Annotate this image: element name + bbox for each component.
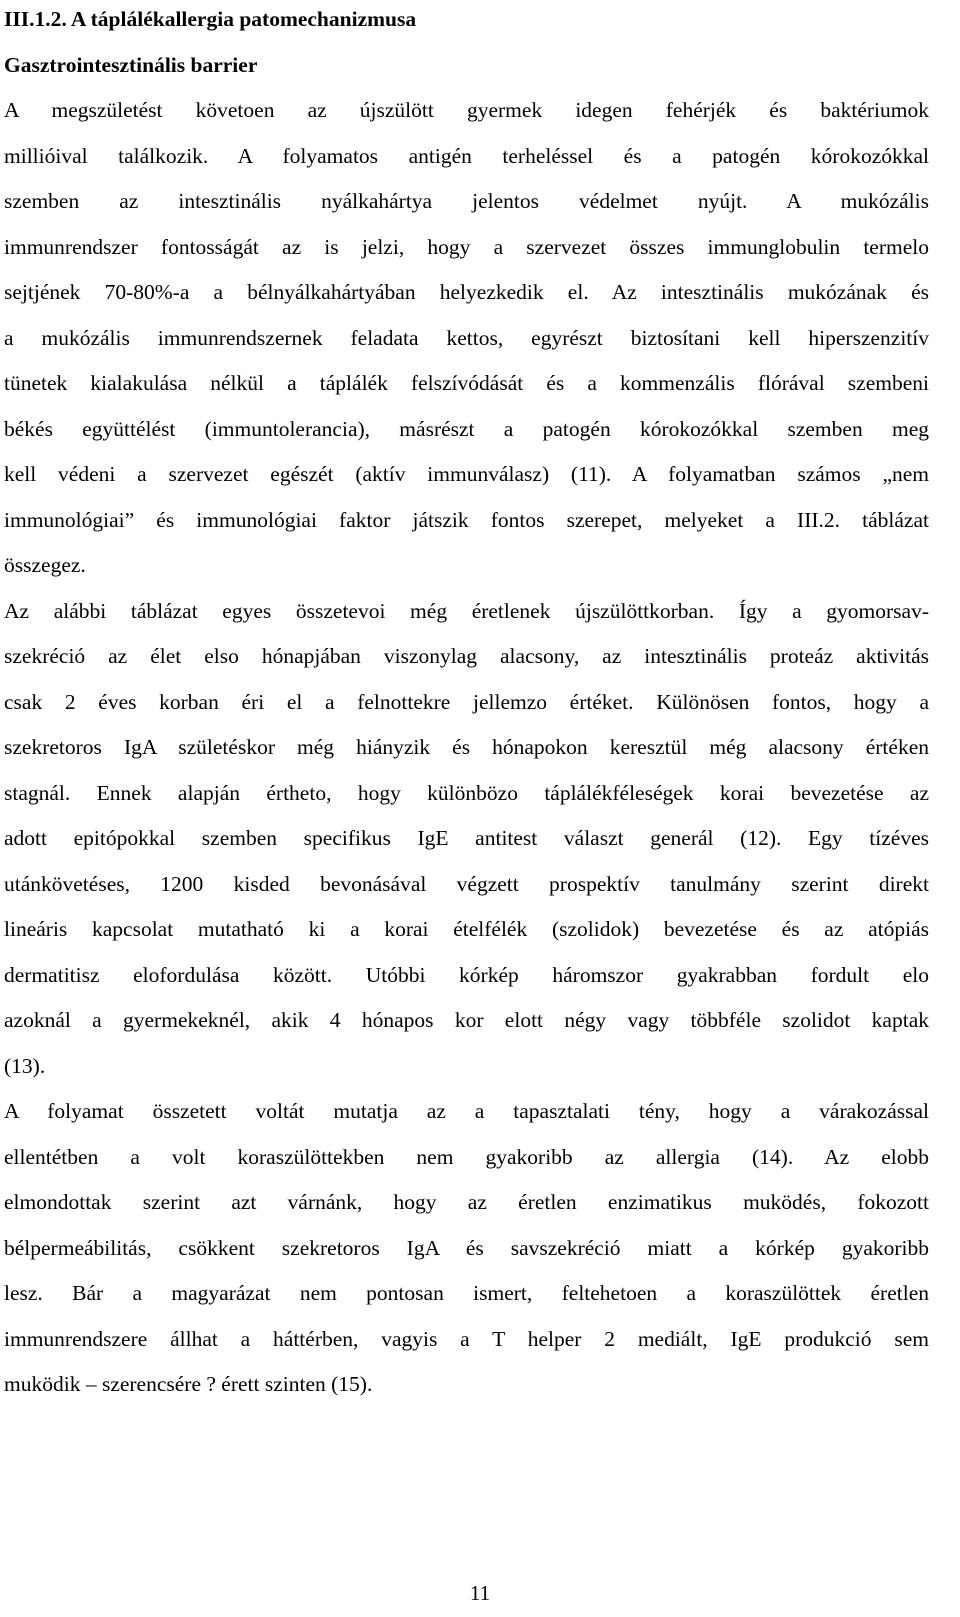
section-subheading: Gasztrointesztinális barrier [4,52,258,77]
text-line: békés együttélést (immuntolerancia), másrészt a patogén kórokozókkal szemben meg [4,416,929,441]
text-line: bélpermeábilitás, csökkent szekretoros IgA és savszekréció miatt a kórkép gyakoribb [4,1235,929,1260]
paragraph [4,88,929,589]
text-line: A folyamat összetett voltát mutatja az a tapasztalati tény, hogy a várakozással [4,1099,929,1123]
text-line: lesz. Bár a magyarázat nem pontosan ismert, feltehetoen a koraszülöttek éretlen [4,1281,929,1305]
text-line: immunológiai” és immunológiai faktor játszik fontos szerepet, melyeket a III.2. táblázat [4,507,929,532]
text-line: sejtjének 70-80%-a a bélnyálkahártyában helyezkedik el. Az intesztinális mukózának és [4,280,929,304]
text-line: immunrendszer fontosságát az is jelzi, hogy a szervezet összes immunglobulin termelo [4,234,929,259]
text-line: Az alábbi táblázat egyes összetevoi még éretlenek újszülöttkorban. Így a gyomorsav- [4,598,929,623]
paragraph [4,1089,929,1408]
text-line: azoknál a gyermekeknél, akik 4 hónapos kor elott négy vagy többféle szolidot kaptak [4,1008,929,1032]
text-line: (13). [4,1053,46,1078]
text-line: lineáris kapcsolat mutatható ki a korai ételfélék (szolidok) bevezetése és az atópiás [4,917,929,941]
text-line: utánkövetéses, 1200 kisded bevonásával végzett prospektív tanulmány szerint direkt [4,871,929,896]
text-line: dermatitisz elofordulása között. Utóbbi kórkép háromszor gyakrabban fordult elo [4,962,929,987]
text-line: csak 2 éves korban éri el a felnottekre jellemzo értéket. Különösen fontos, hogy a [4,689,929,714]
text-line: A megszületést követoen az újszülött gyermek idegen fehérjék és baktériumok [4,98,929,122]
text-line: muködik – szerencsére ? érett szinten (15). [4,1372,373,1396]
text-line: szekretoros IgA születéskor még hiányzik és hónapokon keresztül még alacsony értéken [4,735,929,759]
text-line: ellentétben a volt koraszülöttekben nem gyakoribb az allergia (14). Az elobb [4,1144,929,1169]
section-heading: III.1.2. A táplálékallergia patomechanizmusa [4,7,417,31]
text-body [4,0,929,1408]
text-line: millióival találkozik. A folyamatos antigén terheléssel és a patogén kórokozókkal [4,143,929,168]
text-line: immunrendszere állhat a háttérben, vagyis a T helper 2 mediált, IgE produkció sem [4,1326,929,1351]
text-line: elmondottak szerint azt várnánk, hogy az éretlen enzimatikus muködés, fokozott [4,1190,929,1214]
text-line: adott epitópokkal szemben specifikus IgE antitest választ generál (12). Egy tízéves [4,826,929,850]
text-line: szekréció az élet elso hónapjában viszonylag alacsony, az intesztinális proteáz aktivitás [4,644,929,668]
text-line: összegez. [4,553,86,577]
text-line: a mukózális immunrendszernek feladata kettos, egyrészt biztosítani kell hiperszenzitív [4,325,929,350]
text-line: tünetek kialakulása nélkül a táplálék felszívódását és a kommenzális flórával szembeni [4,371,929,395]
page-number: 11 [469,1581,491,1605]
text-line: szemben az intesztinális nyálkahártya jelentos védelmet nyújt. A mukózális [4,189,929,213]
paragraph [4,589,929,1090]
text-line: kell védeni a szervezet egészét (aktív immunválasz) (11). A folyamatban számos „nem [4,462,929,486]
text-line: stagnál. Ennek alapján értheto, hogy különbözo táplálékféleségek korai bevezetése az [4,780,929,805]
